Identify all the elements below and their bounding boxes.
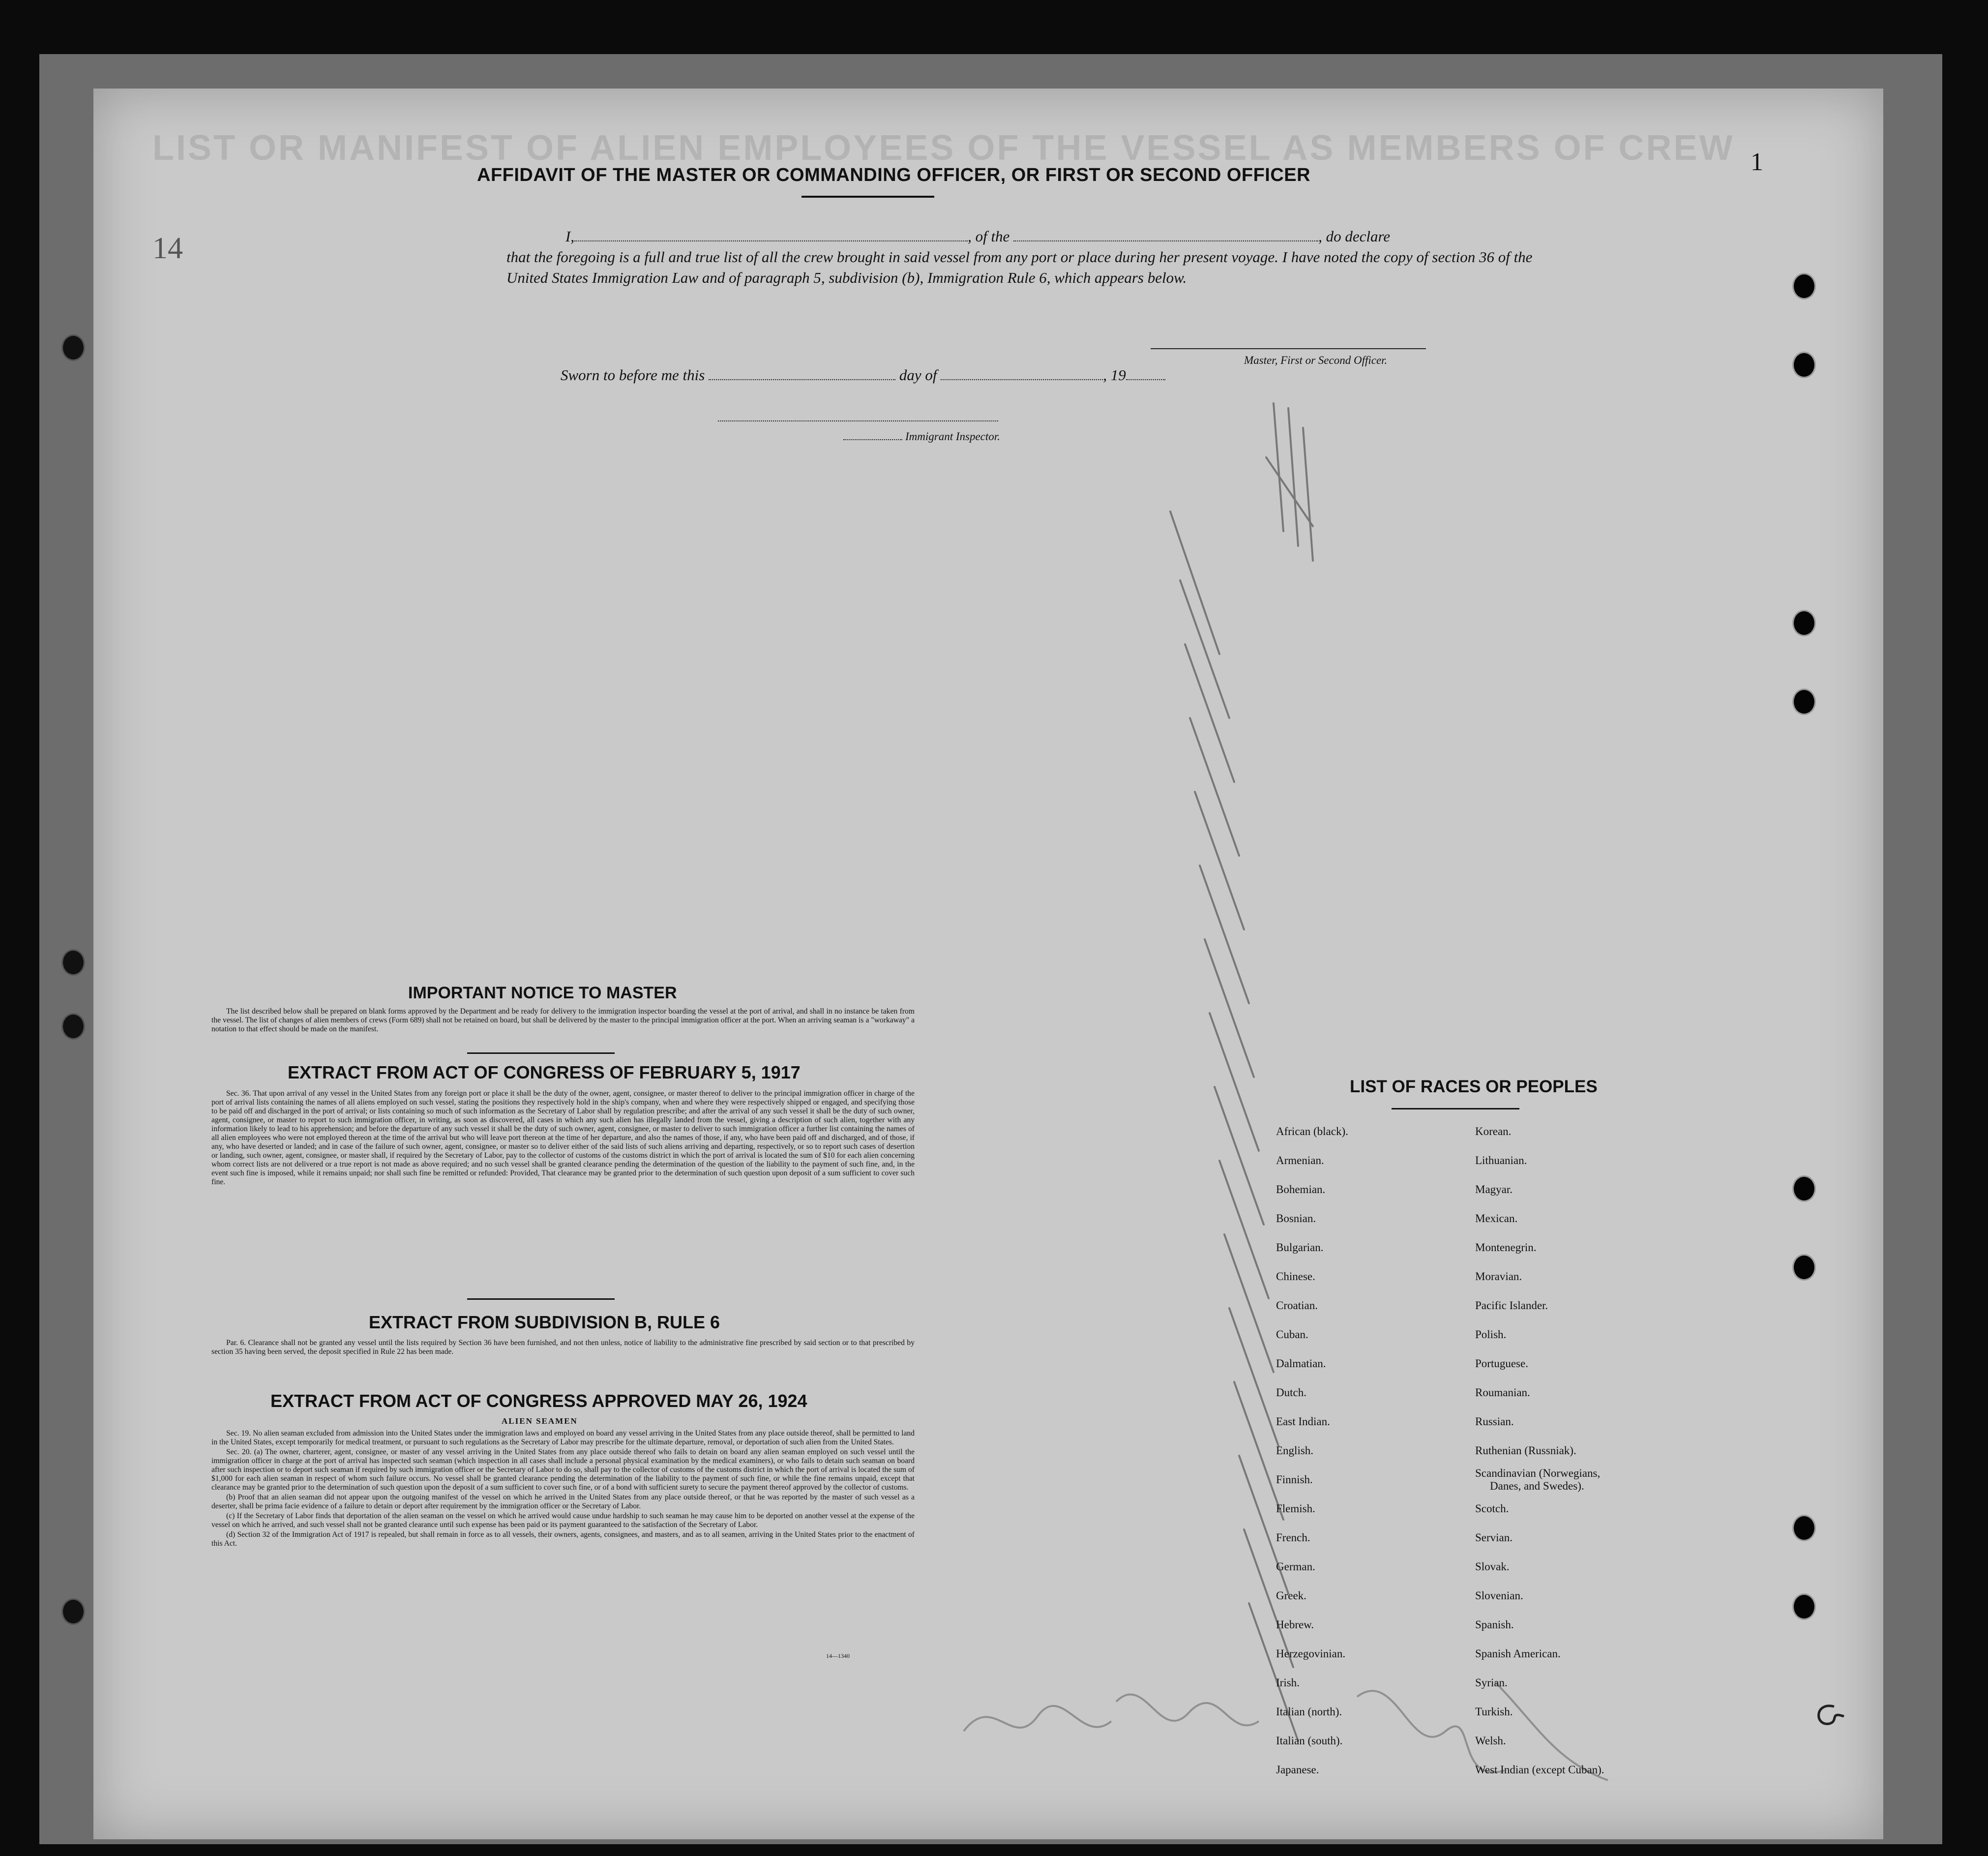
race-item: Chinese. [1276, 1270, 1315, 1283]
extract-rule6-text: Par. 6. Clearance shall not be granted any vessel until the lists required by Section 36 have been furnished, and not then unless, notice of liability to the administrative fine prescribed by said section or to that prescribed by section 35 having been served, the deposit specified in Rule 22 has been made. [211, 1339, 915, 1356]
sworn-label: Sworn to before me this [561, 366, 705, 384]
year-prefix: , 19 [1103, 366, 1126, 384]
race-item: Korean. [1475, 1125, 1512, 1138]
day-of-label: day of [899, 366, 937, 384]
race-item: Ruthenian (Russniak). [1475, 1444, 1576, 1457]
race-item: Servian. [1475, 1531, 1513, 1544]
vessel-name-field[interactable] [1013, 240, 1318, 241]
race-item: Flemish. [1276, 1502, 1315, 1515]
race-item: Spanish. [1475, 1618, 1514, 1631]
race-item: Lithuanian. [1475, 1154, 1527, 1167]
punch-hole [1792, 689, 1816, 715]
race-item: Hebrew. [1276, 1618, 1314, 1631]
extract-1924-text: Sec. 19. No alien seaman excluded from admission into the United States under the immigration laws and employed on board any vessel arriving in the United States from any place outside thereof, shall be permitted to land in the United States, except temporarily for medical treatment, or pursuant to such regulations as the Secretary of Labor may prescribe for the ultimate departure, removal, or deportation of such alien from the United States. Sec. 20. (a) The owner, charterer, agent, consignee, or master of any vessel arriving in the United States from any place outside thereof who fails to detain on board any alien seaman employed on such vessel until the immigration officer in charge at the port of arrival has inspected such seaman (which inspection in all cases shall include a personal physical examination by the medical examiners), or who fails to detain such seaman on board after such inspection or to deport such seaman if required by such immigration officer or the Secretary of Labor to do so, shall pay to the collector of customs of the customs district in which the port of arrival is located the sum of $1,000 for each alien seaman in respect of whom such failure occurs. No vessel shall be granted clearance pending the determination of the liability to the payment of such fine, or while the fine remains unpaid, except that clearance may be granted prior to the determination of such question upon the deposit of a sum sufficient to cover such fine, or of a bond with sufficient surety to secure the payment thereof approved by the collector of customs. (b) Proof that an alien seaman did not appear upon the outgoing manifest of the vessel on which he arrived in the United States from any place outside thereof, or that he was reported by the master of such vessel as a deserter, shall be prima facie evidence of a failure to detain or deport after requirement by the immigration officer or the Secretary of Labor. (c) If the Secretary of Labor finds that deportation of the alien seaman on the vessel on which he arrived would cause undue hardship to such seaman he may cause him to be deported on another vessel at the expense of the vessel on which he arrived, and such vessel shall not be granted clearance until such expense has been paid or its payment guaranteed to the satisfaction of the Secretary of Labor. (d) Section 32 of the Immigration Act of 1917 is repealed, but shall remain in force as to all vessels, their owners, agents, consignees, and masters, and as to all seamen, arriving in the United States prior to the enactment of this Act. [211, 1429, 915, 1548]
race-item: Dutch. [1276, 1386, 1306, 1399]
of-the-label: , of the [968, 228, 1010, 245]
race-item: Moravian. [1475, 1270, 1522, 1283]
race-item: Syrian. [1475, 1676, 1508, 1689]
notice-title: IMPORTANT NOTICE TO MASTER [408, 984, 677, 1002]
race-item: Pacific Islander. [1475, 1299, 1548, 1312]
race-item: West Indian (except Cuban). [1475, 1764, 1604, 1776]
pencil-corner-mark [1810, 1702, 1849, 1736]
race-item: Irish. [1276, 1676, 1300, 1689]
corner-mark: 1 [1751, 148, 1763, 176]
binding-hole [61, 334, 85, 361]
race-item: Japanese. [1276, 1764, 1319, 1776]
race-item: Finnish. [1276, 1473, 1313, 1486]
affidavit-title: AFFIDAVIT OF THE MASTER OR COMMANDING OFFICER, OR FIRST OR SECOND OFFICER [477, 165, 1311, 185]
race-item: Polish. [1475, 1328, 1507, 1341]
affidavit-i: I, [565, 228, 575, 245]
race-item: Bulgarian. [1276, 1241, 1324, 1254]
declare-label: , do declare [1318, 228, 1391, 245]
race-item: Scotch. [1475, 1502, 1509, 1515]
races-rule [1392, 1108, 1519, 1109]
form-number: 14—1340 [826, 1652, 850, 1659]
race-item: Magyar. [1475, 1183, 1513, 1196]
race-item: Italian (south). [1276, 1735, 1343, 1747]
alien-seamen-subtitle: ALIEN SEAMEN [502, 1416, 578, 1426]
punch-hole [1792, 1175, 1816, 1202]
race-item: Welsh. [1475, 1735, 1506, 1747]
master-label: Master, First or Second Officer. [1244, 354, 1388, 366]
race-item: Danes, and Swedes). [1490, 1480, 1584, 1492]
manifest-page [93, 89, 1883, 1839]
race-item: African (black). [1276, 1125, 1348, 1138]
bleed-through-text: LIST OR MANIFEST OF ALIEN EMPLOYEES OF THE VESSEL AS MEMBERS OF CREW [152, 128, 1735, 168]
binding-hole [61, 1598, 85, 1625]
race-item: Bosnian. [1276, 1212, 1316, 1225]
master-name-field[interactable] [574, 240, 968, 241]
title-rule [801, 196, 934, 198]
race-item: Herzegovinian. [1276, 1647, 1346, 1660]
race-item: French. [1276, 1531, 1310, 1544]
punch-hole [1792, 1254, 1816, 1281]
race-item: Dalmatian. [1276, 1357, 1326, 1370]
race-item: English. [1276, 1444, 1314, 1457]
race-item: Russian. [1475, 1415, 1514, 1428]
punch-hole [1792, 352, 1816, 378]
race-item: Turkish. [1475, 1706, 1513, 1718]
race-item: Italian (north). [1276, 1706, 1342, 1718]
sworn-year-field[interactable] [1126, 379, 1165, 380]
punch-hole [1792, 1593, 1816, 1620]
races-title: LIST OF RACES OR PEOPLES [1350, 1077, 1598, 1096]
binding-hole [61, 1013, 85, 1040]
binding-hole [61, 949, 85, 976]
race-item: Cuban. [1276, 1328, 1308, 1341]
affidavit-declaration: that the foregoing is a full and true list of all the crew brought in said vessel from any port or place during her present voyage. I have noted the copy of section 36 of the United States Immigration Law and of paragraph 5, subdivision (b), Immigration Rule 6, which appears below. [506, 248, 1533, 286]
extract-1917-title: EXTRACT FROM ACT OF CONGRESS OF FEBRUARY 5, 1917 [288, 1062, 801, 1082]
punch-hole [1792, 1515, 1816, 1541]
race-item: Spanish American. [1475, 1647, 1561, 1660]
extract-1924-title: EXTRACT FROM ACT OF CONGRESS APPROVED MAY 26, 1924 [270, 1391, 807, 1411]
race-item: Montenegrin. [1475, 1241, 1537, 1254]
race-item: Croatian. [1276, 1299, 1318, 1312]
master-signature-line[interactable] [1151, 348, 1426, 349]
extract-1917-rule [467, 1298, 615, 1300]
race-item: Mexican. [1475, 1212, 1518, 1225]
notice-text: The list described below shall be prepared on blank forms approved by the Department and be ready for delivery to the immigration inspector boarding the vessel at the port of arrival, and shall in no instance be taken from the vessel. The list of changes of alien members of crews (Form 689) shall not be retained on board, but shall be delivered by the master to the principal immigration officer at the port. When an arriving seaman is a "workaway" a notation to that effect should be made on the manifest. [211, 1007, 915, 1033]
extract-rule6-title: EXTRACT FROM SUBDIVISION B, RULE 6 [369, 1312, 720, 1332]
race-item: Slovak. [1475, 1560, 1510, 1573]
race-item: Scandinavian (Norwegians, [1475, 1467, 1601, 1479]
race-item: Greek. [1276, 1589, 1306, 1602]
punch-hole [1792, 273, 1816, 299]
inspector-label: Immigrant Inspector. [843, 430, 1000, 443]
sworn-day-field[interactable] [709, 379, 895, 380]
race-item: East Indian. [1276, 1415, 1330, 1428]
race-item: German. [1276, 1560, 1315, 1573]
sworn-month-field[interactable] [941, 379, 1103, 380]
page-number: 14 [152, 232, 183, 265]
race-item: Roumanian. [1475, 1386, 1530, 1399]
race-item: Armenian. [1276, 1154, 1324, 1167]
notice-rule [467, 1052, 615, 1054]
inspector-signature-line[interactable] [718, 420, 998, 421]
punch-hole [1792, 610, 1816, 636]
affidavit-body [506, 226, 1573, 288]
race-item: Bohemian. [1276, 1183, 1326, 1196]
race-item: Portuguese. [1475, 1357, 1528, 1370]
extract-1917-text: Sec. 36. That upon arrival of any vessel in the United States from any foreign port or place it shall be the duty of the owner, agent, consignee, or master thereof to deliver to the principal immigration officer in charge of the port of arrival lists containing the names of all aliens employed on such vessel, stating the positions they respectively hold in the ship's company, when and where they were respectively shipped or engaged, and specifying those to be paid off and discharged in the port of arrival; or lists containing so much of such information as the Secretary of Labor shall by regulation prescribe; and after the arrival of any such vessel it shall be the duty of such owner, agent, consignee, or master to report to such immigration officer, in writing, as soon as discovered, all cases in which any such alien has illegally landed from the vessel, giving a description of such alien, together with any information likely to lead to his apprehension; and before the departure of any such vessel it shall be the duty of such owner, agent, consignee, or master to deliver to such immigration officer a further list containing the names of all alien employees who were not employed thereon at the time of the arrival but who will leave port thereon at the time of her departure, and also the names of those, if any, who have been paid off and discharged, and of those, if any, who have deserted or landed; and in case of the failure of such owner, agent, consignee, or master so to deliver either of the said lists of such aliens arriving and departing, respectively, or so to report such cases of desertion or landing, such owner, agent, consignee, or master shall, if required by the Secretary of Labor, pay to the collector of customs of the customs district in which the port of arrival is located the sum of $10 for each alien concerning whom correct lists are not delivered or a true report is not made as above required; and no such vessel shall be granted clearance pending the determination of the question of the liability to the payment of such fine, and, in the event such fine is imposed, while it remains unpaid; nor shall such fine be remitted or refunded: Provided, That clearance may be granted prior to the determination of such question upon deposit of a sum sufficient to cover such fine. [211, 1089, 915, 1186]
sworn-line [561, 366, 1165, 384]
race-item: Slovenian. [1475, 1589, 1523, 1602]
